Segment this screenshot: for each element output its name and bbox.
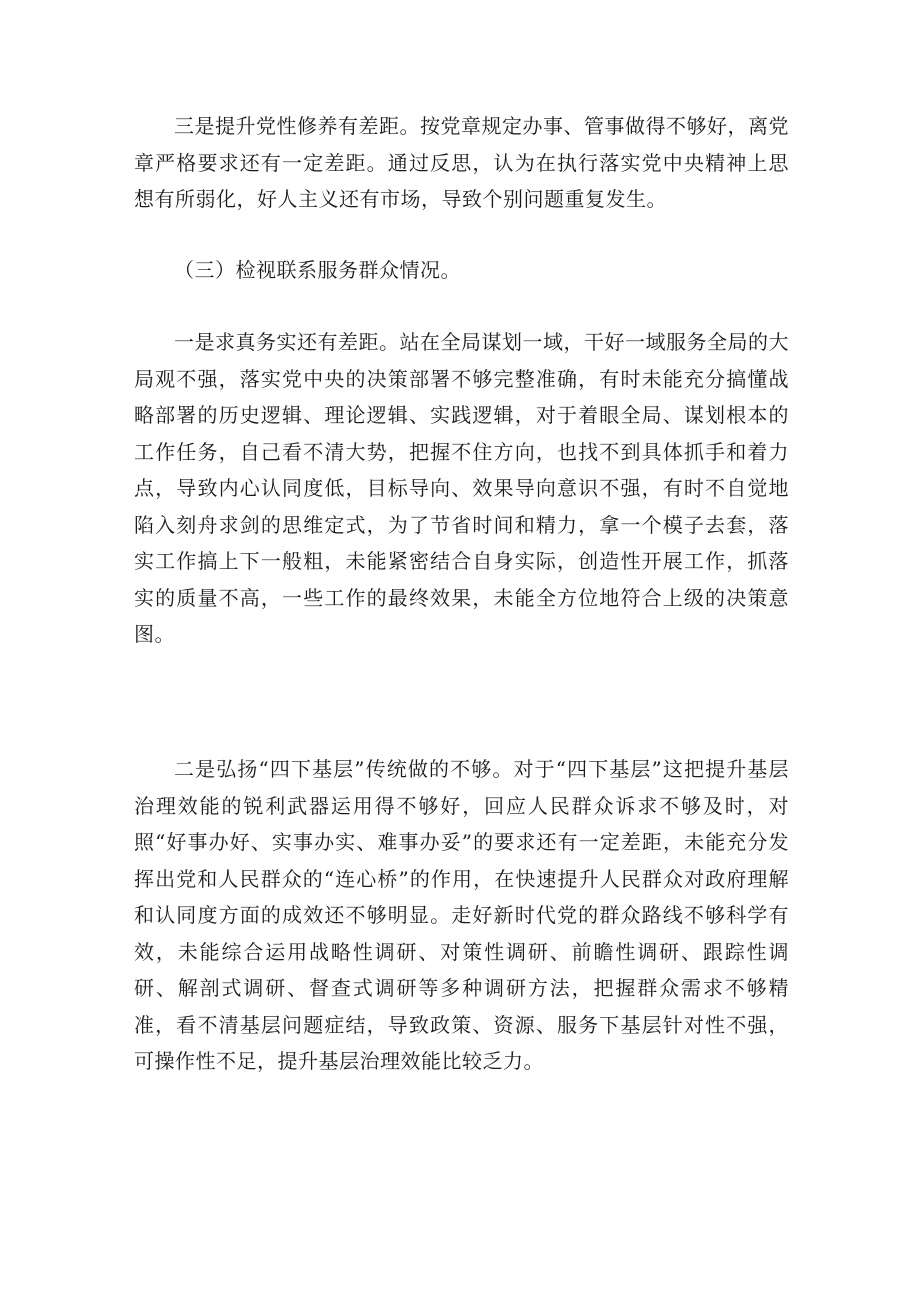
section-heading: （三）检视联系服务群众情况。 [174,258,461,282]
paragraph-grassroots: 二是弘扬“四下基层”传统做的不够。对于“四下基层”这把提升基层治理效能的锐利武器运用得不够好，回应人民群众诉求不够及时，对照“好事办好、实事办实、难事办妥”的要求还有一定差距，未能充分发挥出党和人民群众的“连心桥”的作用，在快速提升人民群众对政府理解和认同度方面的成效还不够明显。走好新时代党的群众路线不够科学有效，未能综合运用战略性调研、对策性调研、前瞻性调研、跟踪性调研、解剖式调研、督查式调研等多种调研方法，把握群众需求不够精准，看不清基层问题症结，导致政策、资源、服务下基层针对性不强，可操作性不足，提升基层治理效能比较乏力。 [134,757,789,1073]
paragraph-pragmatism: 一是求真务实还有差距。站在全局谋划一域，干好一域服务全局的大局观不强，落实党中央的决策部署不够完整准确，有时未能充分搞懂战略部署的历史逻辑、理论逻辑、实践逻辑，对于着眼全局、谋划根本的工作任务，自己看不清大势，把握不住方向，也找不到具体抓手和着力点，导致内心认同度低，目标导向、效果导向意识不强，有时不自觉地陷入刻舟求剑的思维定式，为了节省时间和精力，拿一个模子去套，落实工作搞上下一般粗，未能紧密结合自身实际，创造性开展工作，抓落实的质量不高，一些工作的最终效果，未能全方位地符合上级的决策意图。 [134,330,789,646]
paragraph-party-spirit: 三是提升党性修养有差距。按党章规定办事、管事做得不够好，离党章严格要求还有一定差距。通过反思，认为在执行落实党中央精神上思想有所弱化，好人主义还有市场，导致个别问题重复发生。 [134,114,789,211]
